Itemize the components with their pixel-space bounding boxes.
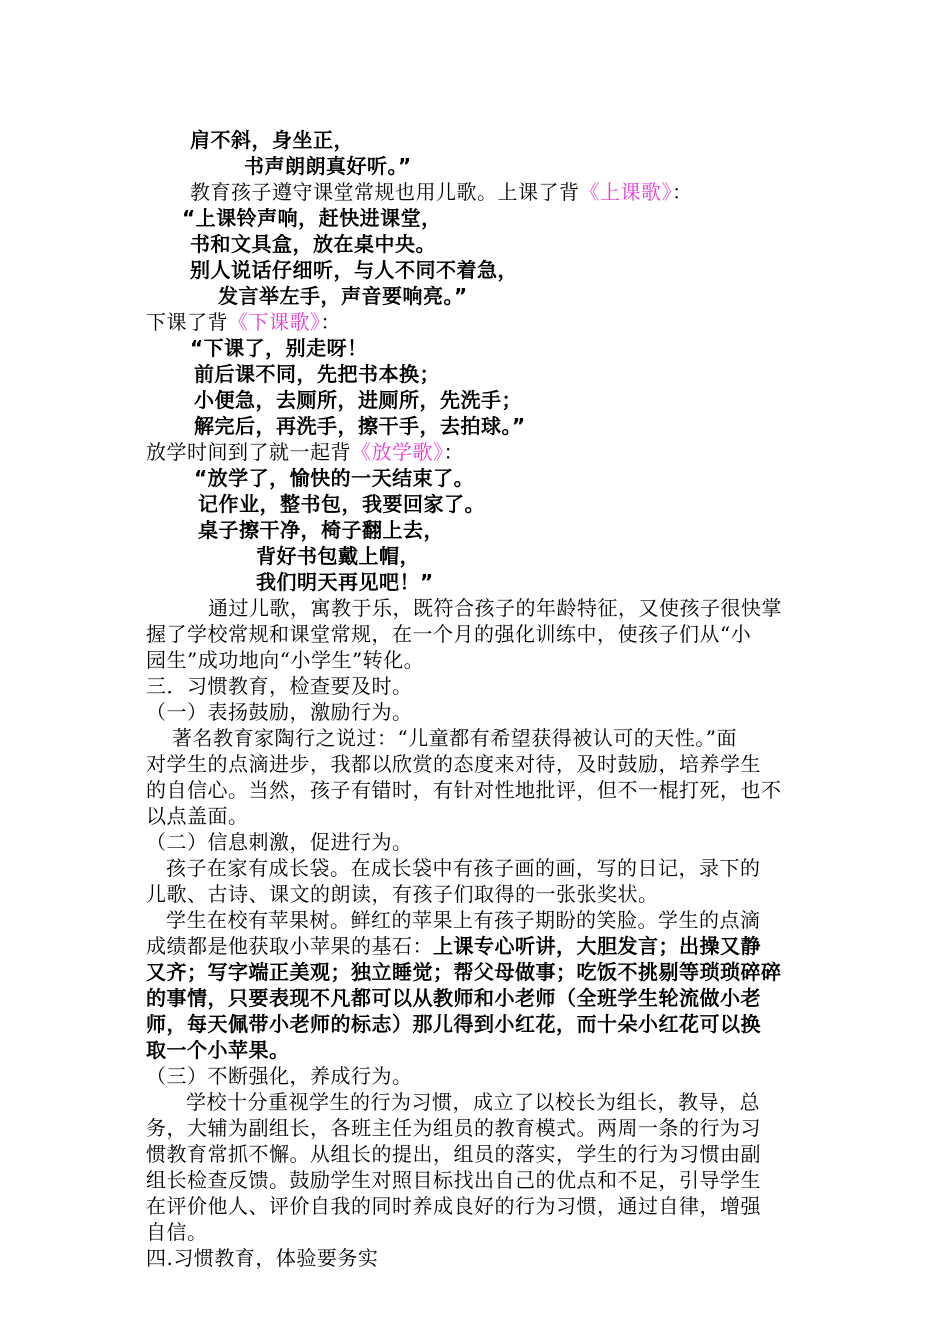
paragraph-line — [146, 933, 761, 959]
paragraph-line: 组长检查反馈。鼓励学生对照目标找出自己的优点和不足，引导学生 — [146, 1168, 761, 1192]
rhyme-line: 解完后，再洗手，擦干手，去拍球。” — [194, 414, 526, 438]
text-span: ： — [320, 310, 341, 334]
subsection-heading: （一）表扬鼓励，激励行为。 — [146, 700, 413, 724]
text-span: 放学时间到了就一起背 — [146, 440, 351, 464]
rhyme-line: 小便急，去厕所，进厕所，先洗手； — [194, 388, 522, 412]
section-heading: 三．习惯教育，检查要及时。 — [146, 674, 413, 698]
paragraph-line: 握了学校常规和课堂常规，在一个月的强化训练中，使孩子们从“小 — [146, 622, 752, 646]
rhyme-line: 我们明天再见吧！” — [256, 570, 434, 594]
text-span: ： — [443, 440, 464, 464]
paragraph-line — [190, 179, 693, 205]
paragraph-line: 通过儿歌，寓教于乐，既符合孩子的年龄特征，又使孩子很快掌 — [208, 596, 782, 620]
song-title: 《放学歌》 — [351, 440, 444, 464]
paragraph-line: 儿歌、古诗、课文的朗读，有孩子们取得的一张张奖状。 — [146, 882, 659, 906]
paragraph-line: 学生在校有苹果树。鲜红的苹果上有孩子期盼的笑脸。学生的点滴 — [166, 908, 761, 932]
paragraph-line: 在评价他人、评价自我的同时养成良好的行为习惯，通过自律，增强 — [146, 1194, 761, 1218]
rhyme-line: 书声朗朗真好听。” — [244, 154, 412, 178]
rhyme-line: 发言举左手，声音要响亮。” — [218, 284, 468, 308]
subsection-heading: （三）不断强化，养成行为。 — [146, 1064, 413, 1088]
paragraph-line: 学校十分重视学生的行为习惯，成立了以校长为组长，教导，总 — [186, 1090, 760, 1114]
song-title: 《上课歌》 — [579, 180, 672, 204]
paragraph-line — [146, 439, 464, 465]
rhyme-line: 桌子擦干净，椅子翻上去， — [198, 518, 444, 542]
text-span: 下课了背 — [146, 310, 228, 334]
paragraph-line: 园生”成功地向“小学生”转化。 — [146, 648, 425, 672]
text-span: 教育孩子遵守课堂常规也用儿歌。上课了背 — [190, 180, 580, 204]
rhyme-line: 前后课不同，先把书本换； — [194, 362, 440, 386]
paragraph-line: 以点盖面。 — [146, 804, 249, 828]
rhyme-line: “下课了，别走呀！ — [190, 336, 368, 360]
paragraph-line: 的自信心。当然，孩子有错时，有针对性地批评，但不一棍打死，也不 — [146, 778, 782, 802]
subsection-heading: （二）信息刺激，促进行为。 — [146, 830, 413, 854]
rhyme-line: 别人说话仔细听，与人不同不着急， — [190, 258, 518, 282]
rhyme-line: 书和文具盒，放在桌中央。 — [190, 232, 436, 256]
bold-line: 又齐；写字端正美观；独立睡觉；帮父母做事；吃饭不挑剔等琐琐碎碎 — [146, 960, 782, 984]
paragraph-line: 孩子在家有成长袋。在成长袋中有孩子画的画，写的日记，录下的 — [166, 856, 761, 880]
rhyme-line: 肩不斜，身坐正， — [190, 128, 354, 152]
paragraph-line: 对学生的点滴进步，我都以欣赏的态度来对待，及时鼓励，培养学生 — [146, 752, 761, 776]
bold-span: 上课专心听讲，大胆发言；出操又静 — [433, 934, 761, 958]
rhyme-line: “上课铃声响，赶快进课堂， — [182, 206, 442, 230]
bold-line: 的事情，只要表现不凡都可以从教师和小老师（全班学生轮流做小老 — [146, 986, 761, 1010]
paragraph-line: 务，大辅为副组长，各班主任为组员的教育模式。两周一条的行为习 — [146, 1116, 761, 1140]
bold-line: 取一个小苹果。 — [146, 1038, 290, 1062]
section-heading: 四.习惯教育，体验要务实 — [146, 1246, 379, 1270]
paragraph-line: 惯教育常抓不懈。从组长的提出，组员的落实，学生的行为习惯由副 — [146, 1142, 761, 1166]
rhyme-line: 背好书包戴上帽， — [256, 544, 420, 568]
text-span: 成绩都是他获取小苹果的基石： — [146, 934, 433, 958]
text-span: ： — [672, 180, 693, 204]
bold-line: 师，每天佩带小老师的标志）那儿得到小红花，而十朵小红花可以换 — [146, 1012, 761, 1036]
paragraph-line: 著名教育家陶行之说过：“儿童都有希望获得被认可的天性。”面 — [172, 726, 737, 750]
paragraph-line: 自信。 — [146, 1220, 208, 1244]
rhyme-line: “放学了，愉快的一天结束了。 — [194, 466, 475, 490]
paragraph-line — [146, 309, 341, 335]
rhyme-line: 记作业，整书包，我要回家了。 — [198, 492, 485, 516]
song-title: 《下课歌》 — [228, 310, 321, 334]
